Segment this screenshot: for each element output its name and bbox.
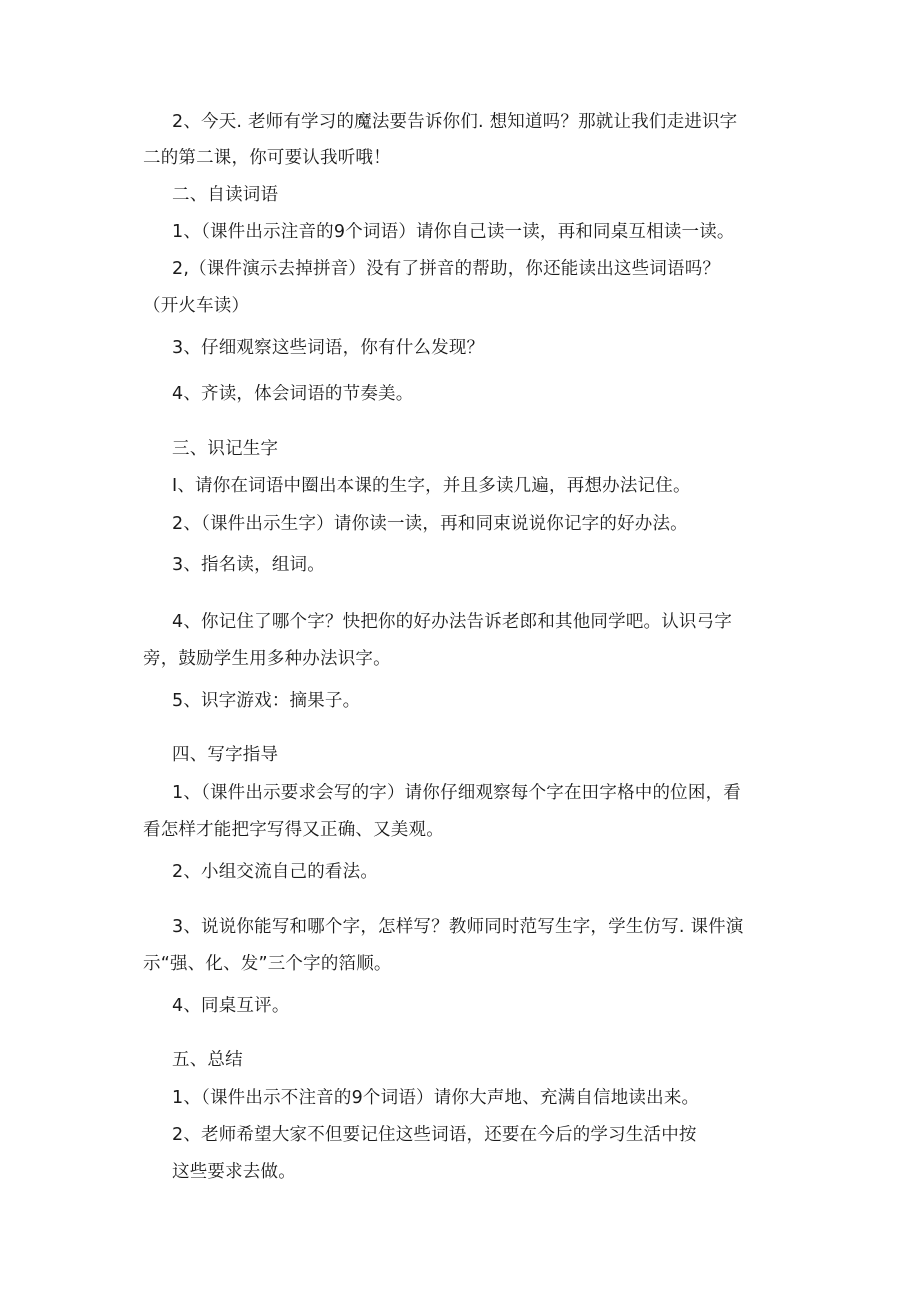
paragraph-line: 5、识字游戏：摘果子。 (172, 691, 361, 711)
paragraph-line: 2,（课件演示去掉拼音）没有了拼音的帮助，你还能读出这些词语吗？ (172, 259, 721, 279)
paragraph-line: 1、（课件出示注音的9个词语）请你自己读一读，再和同桌互相读一读。 (172, 222, 735, 242)
paragraph-line: 1、（课件出示不注音的9个词语）请你大声地、充满自信地读出来。 (172, 1088, 700, 1108)
section-heading: 三、识记生字 (172, 439, 279, 459)
paragraph-line: 3、仔细观察这些词语，你有什么发现？ (172, 338, 485, 358)
paragraph-line: 2、今天. 老师有学习的魔法要告诉你们. 想知道吗？那就让我们走进识字 (172, 112, 738, 132)
paragraph-line: 3、说说你能写和哪个字，怎样写？教师同时范写生字，学生仿写. 课件演 (172, 917, 744, 937)
paragraph-line: 4、你记住了哪个字？快把你的好办法告诉老郎和其他同学吧。认识弓字 (172, 612, 733, 632)
section-heading: 四、写字指导 (172, 745, 279, 765)
paragraph-line: 4、同桌互评。 (172, 996, 290, 1016)
paragraph-line: 2、（课件出示生字）请你读一读，再和同束说说你记字的好办法。 (172, 514, 688, 534)
paragraph-line: 旁，鼓励学生用多种办法识字。 (143, 649, 391, 669)
paragraph-line: 看怎样才能把字写得又正确、又美观。 (143, 820, 444, 840)
section-heading: 五、总结 (172, 1050, 243, 1070)
paragraph-line: 这些要求去做。 (172, 1162, 296, 1182)
paragraph-line: I、请你在词语中圈出本课的生字，并且多读几遍，再想办法记住。 (172, 476, 691, 496)
section-heading: 二、自读词语 (172, 185, 279, 205)
paragraph-line: 二的第二课，你可要认我听哦！ (143, 148, 391, 168)
paragraph-line: 1、（课件出示要求会写的字）请你仔细观察每个字在田字格中的位困，看 (172, 783, 741, 803)
paragraph-line: 3、指名读，组词。 (172, 555, 325, 575)
paragraph-line: 4、齐读，体会词语的节奏美。 (172, 384, 414, 404)
paragraph-line: 2、小组交流自己的看法。 (172, 862, 379, 882)
paragraph-line: （开火车读） (143, 296, 250, 316)
paragraph-line: 示“强、化、发”三个字的箔顺。 (143, 954, 392, 974)
paragraph-line: 2、老师希望大家不但要记住这些词语，还要在今后的学习生活中按 (172, 1125, 697, 1145)
